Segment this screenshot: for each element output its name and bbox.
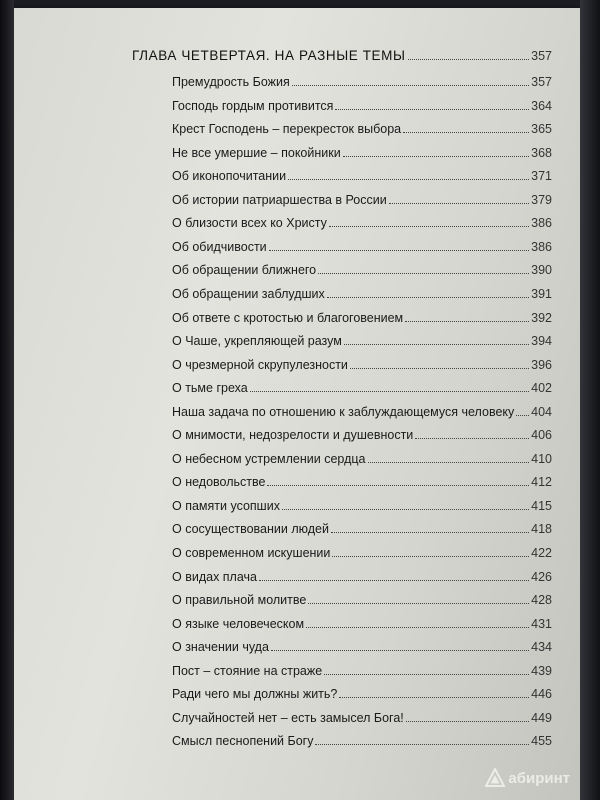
- toc-entry-title: О недовольстве: [172, 475, 266, 490]
- toc-entry-title: Ради чего мы должны жить?: [172, 687, 338, 702]
- toc-entry-title: Наша задача по отношению к заблуждающемуся человеку: [172, 404, 515, 419]
- leader-dots: [288, 179, 529, 180]
- toc-entry-title: О правильной молитве: [172, 593, 307, 608]
- toc-entry-title: О сосуществовании людей: [172, 522, 329, 537]
- toc-entry: [172, 240, 552, 254]
- toc-entry: [172, 499, 552, 513]
- toc-entry-page: 412: [531, 475, 552, 490]
- labirint-logo-icon: [485, 768, 505, 788]
- toc-entry-page: 410: [531, 451, 552, 466]
- toc-entry-page: 455: [531, 734, 552, 749]
- toc-entry: [172, 664, 552, 678]
- leader-dots: [331, 532, 529, 533]
- toc-entry-title: О видах плача: [172, 569, 257, 584]
- toc-entry: [172, 687, 552, 701]
- toc-entry-page: 386: [531, 216, 552, 231]
- leader-dots: [368, 462, 530, 463]
- leader-dots: [406, 721, 529, 722]
- toc-entry-title: О значении чуда: [172, 640, 269, 655]
- leader-dots: [344, 344, 529, 345]
- toc-entry: [172, 287, 552, 301]
- leader-dots: [329, 226, 529, 227]
- toc-entry-title: О Чаше, укрепляющей разум: [172, 334, 342, 349]
- toc-entry-page: 368: [531, 145, 552, 160]
- chapter-heading: [132, 48, 552, 63]
- toc-entry-title: Не все умершие – покойники: [172, 145, 341, 160]
- leader-dots: [267, 485, 529, 486]
- leader-dots: [271, 650, 529, 651]
- toc-entry-page: 404: [531, 404, 552, 419]
- toc-entry-page: 365: [531, 122, 552, 137]
- toc-entry-title: Об обидчивости: [172, 239, 267, 254]
- leader-dots: [324, 674, 529, 675]
- toc-entry-page: 364: [531, 98, 552, 113]
- leader-dots: [315, 744, 529, 745]
- toc-entry-page: 446: [531, 687, 552, 702]
- leader-dots: [335, 109, 529, 110]
- toc-entry-title: Смысл песнопений Богу: [172, 734, 314, 749]
- toc-entry-page: 392: [531, 310, 552, 325]
- toc-entry: [172, 263, 552, 277]
- chapter-title: ГЛАВА ЧЕТВЕРТАЯ. НА РАЗНЫЕ ТЕМЫ: [132, 48, 406, 63]
- chapter-page: 357: [531, 49, 552, 63]
- toc-entry: [172, 617, 552, 631]
- leader-dots: [343, 156, 529, 157]
- toc-entry-page: 402: [531, 381, 552, 396]
- leader-dots: [332, 556, 529, 557]
- toc-entry-page: 428: [531, 593, 552, 608]
- toc-entry-page: 379: [531, 192, 552, 207]
- leader-dots: [318, 273, 529, 274]
- toc-entry: [172, 593, 552, 607]
- toc-entry-title: О небесном устремлении сердца: [172, 451, 366, 466]
- toc-entry: [172, 169, 552, 183]
- toc-entry-title: О близости всех ко Христу: [172, 216, 327, 231]
- toc-entry: [172, 522, 552, 536]
- toc-entry-title: О чрезмерной скрупулезности: [172, 357, 348, 372]
- toc-entry-title: Пост – стояние на страже: [172, 663, 323, 678]
- toc-entry: [172, 452, 552, 466]
- leader-dots: [259, 580, 529, 581]
- toc-entry: [172, 381, 552, 395]
- toc-entry-title: О современном искушении: [172, 546, 331, 560]
- toc-entry-page: 439: [531, 663, 552, 678]
- toc-entry: [172, 640, 552, 654]
- toc-entry-title: Об истории патриаршества в России: [172, 192, 387, 207]
- leader-dots: [405, 321, 529, 322]
- toc-entry: [172, 405, 552, 419]
- toc-entry-page: 418: [531, 522, 552, 537]
- toc-entry-title: Крест Господень – перекресток выбора: [172, 122, 402, 137]
- toc-entry-page: 415: [531, 498, 552, 513]
- toc-entry-page: 431: [531, 616, 552, 631]
- leader-dots: [516, 415, 529, 416]
- toc-entry-title: Премудрость Божия: [172, 75, 290, 89]
- toc-entry: [172, 334, 552, 348]
- toc-entry-title: Господь гордым противится: [172, 98, 334, 113]
- leader-dots: [282, 509, 529, 510]
- toc-entry-title: Об ответе с кротостью и благоговением: [172, 310, 404, 325]
- watermark-text: абиринт: [508, 769, 570, 787]
- toc-entry-title: Случайностей нет – есть замысел Бога!: [172, 710, 404, 725]
- labirint-watermark: [485, 768, 570, 788]
- toc-entry: [172, 711, 552, 725]
- toc-entry-title: Об иконопочитании: [172, 169, 287, 184]
- toc-entry-title: Об обращении ближнего: [172, 263, 317, 278]
- leader-dots: [327, 297, 529, 298]
- toc-entry-page: 422: [531, 546, 552, 560]
- toc-entry-title: О мнимости, недозрелости и душевности: [172, 428, 414, 443]
- toc-entry-page: 391: [531, 286, 552, 301]
- toc-entry: [172, 734, 552, 748]
- leader-dots: [308, 603, 529, 604]
- toc-entry: [172, 428, 552, 442]
- toc-entry: [172, 122, 552, 136]
- toc-entry-page: 394: [531, 334, 552, 349]
- toc-entry: [172, 570, 552, 584]
- toc-entry-title: Об обращении заблудших: [172, 286, 325, 301]
- toc-entry-page: 449: [531, 710, 552, 725]
- leader-dots: [403, 132, 529, 133]
- toc-entry-page: 390: [531, 263, 552, 278]
- toc-entry-page: 357: [531, 75, 552, 89]
- toc-entry: [172, 311, 552, 325]
- leader-dots: [389, 203, 529, 204]
- toc-entry: [172, 75, 552, 89]
- toc-entry-title: О языке человеческом: [172, 616, 305, 631]
- toc-entry-title: О тьме греха: [172, 381, 248, 396]
- toc-entry-page: 426: [531, 569, 552, 584]
- leader-dots: [306, 627, 529, 628]
- leader-dots: [250, 391, 529, 392]
- toc-entry: [172, 146, 552, 160]
- leader-dots: [292, 85, 529, 86]
- leader-dots: [350, 368, 529, 369]
- leader-dots: [415, 438, 529, 439]
- toc-entry-page: 371: [531, 169, 552, 184]
- toc-entry: [172, 475, 552, 489]
- leader-dots: [339, 697, 529, 698]
- toc-entry: [172, 99, 552, 113]
- toc-entry: [172, 216, 552, 230]
- leader-dots: [408, 59, 530, 60]
- toc-entry: [172, 193, 552, 207]
- toc-entry-page: 434: [531, 640, 552, 655]
- toc-entry: [172, 546, 552, 560]
- toc-entry-page: 386: [531, 239, 552, 254]
- toc-entry: [172, 358, 552, 372]
- toc-entry-page: 396: [531, 357, 552, 372]
- leader-dots: [269, 250, 529, 251]
- toc-entry-title: О памяти усопших: [172, 498, 280, 513]
- toc-entry-page: 406: [531, 428, 552, 443]
